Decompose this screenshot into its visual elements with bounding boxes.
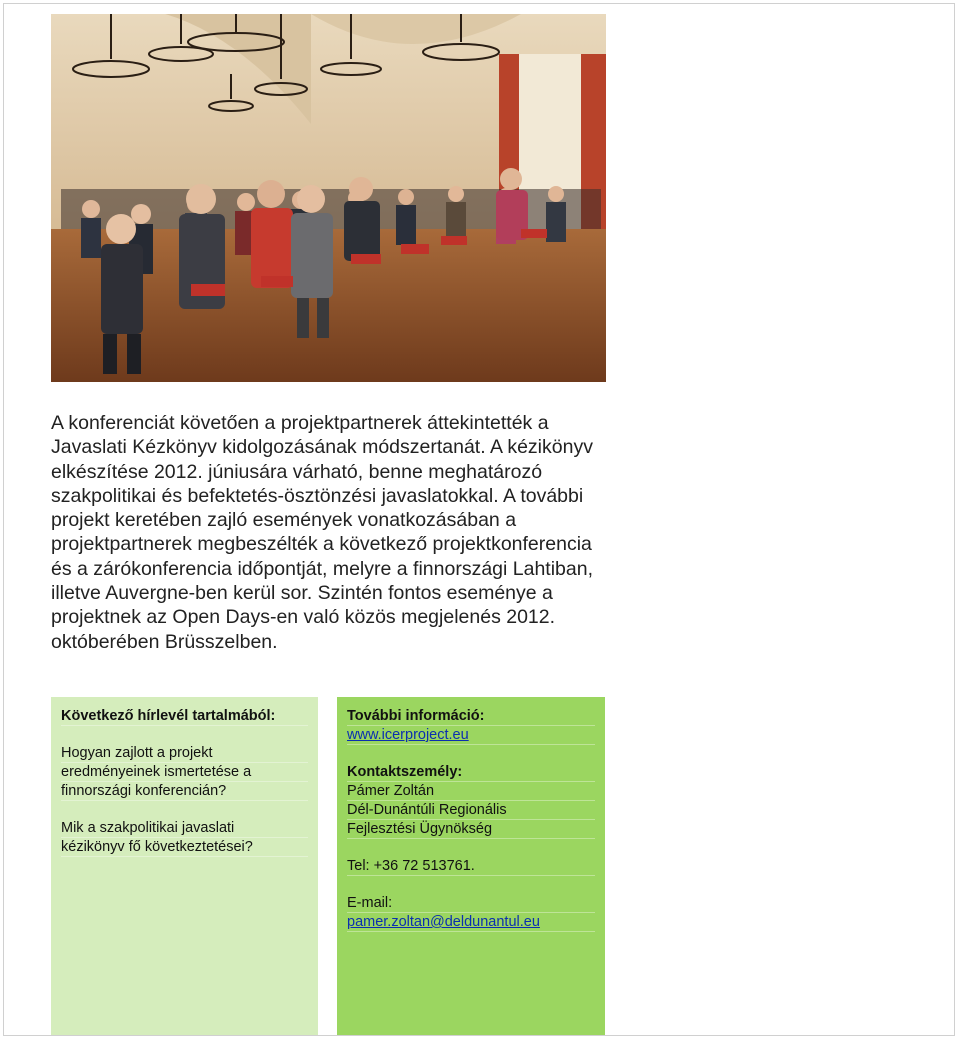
article-paragraph: A konferenciát követően a projektpartnerek áttekintették a Javaslati Kézkönyv kidolgozásának módszertanát. A kézikönyv elkészítése 2012. júniusára várható, benne meghatározó szakpolitikai és befektetés-ösztönzési javaslatokkal. A további projekt keretében zajló események vonatkozásában a projektpartnerek megbeszélték a következő projektkonferencia és a zárókonferencia időpontját, melyre a finnországi Lahtiban, illetve Auvergne-ben kerül sor. Szintén fontos eseménye a projektnek az Open Days-en való közös megjelenés 2012. októberében Brüsszelben. xyxy=(51,412,593,653)
next-issue-heading: Következő hírlevél tartalmából: xyxy=(61,707,308,726)
contact-org: Dél-Dunántúli Regionális xyxy=(347,801,595,820)
contact-heading: Kontaktszemély: xyxy=(347,763,595,782)
more-info-heading: További információ: xyxy=(347,707,595,726)
conference-photo xyxy=(51,14,606,382)
contact-phone: Tel: +36 72 513761. xyxy=(347,857,595,876)
next-issue-item: kézikönyv fő következtetései? xyxy=(61,838,308,857)
next-issue-item: Hogyan zajlott a projekt xyxy=(61,744,308,763)
next-issue-box xyxy=(51,697,318,1035)
contact-name: Pámer Zoltán xyxy=(347,782,595,801)
next-issue-item: finnországi konferencián? xyxy=(61,782,308,801)
contact-email-label: E-mail: xyxy=(347,894,595,913)
website-link[interactable]: www.icerproject.eu xyxy=(347,727,469,743)
contact-org: Fejlesztési Ügynökség xyxy=(347,820,595,839)
next-issue-item: Mik a szakpolitikai javaslati xyxy=(61,819,308,838)
contact-box xyxy=(337,697,605,1035)
conference-photo-icon xyxy=(51,14,606,382)
next-issue-item: eredményeinek ismertetése a xyxy=(61,763,308,782)
email-link[interactable]: pamer.zoltan@deldunantul.eu xyxy=(347,914,540,930)
